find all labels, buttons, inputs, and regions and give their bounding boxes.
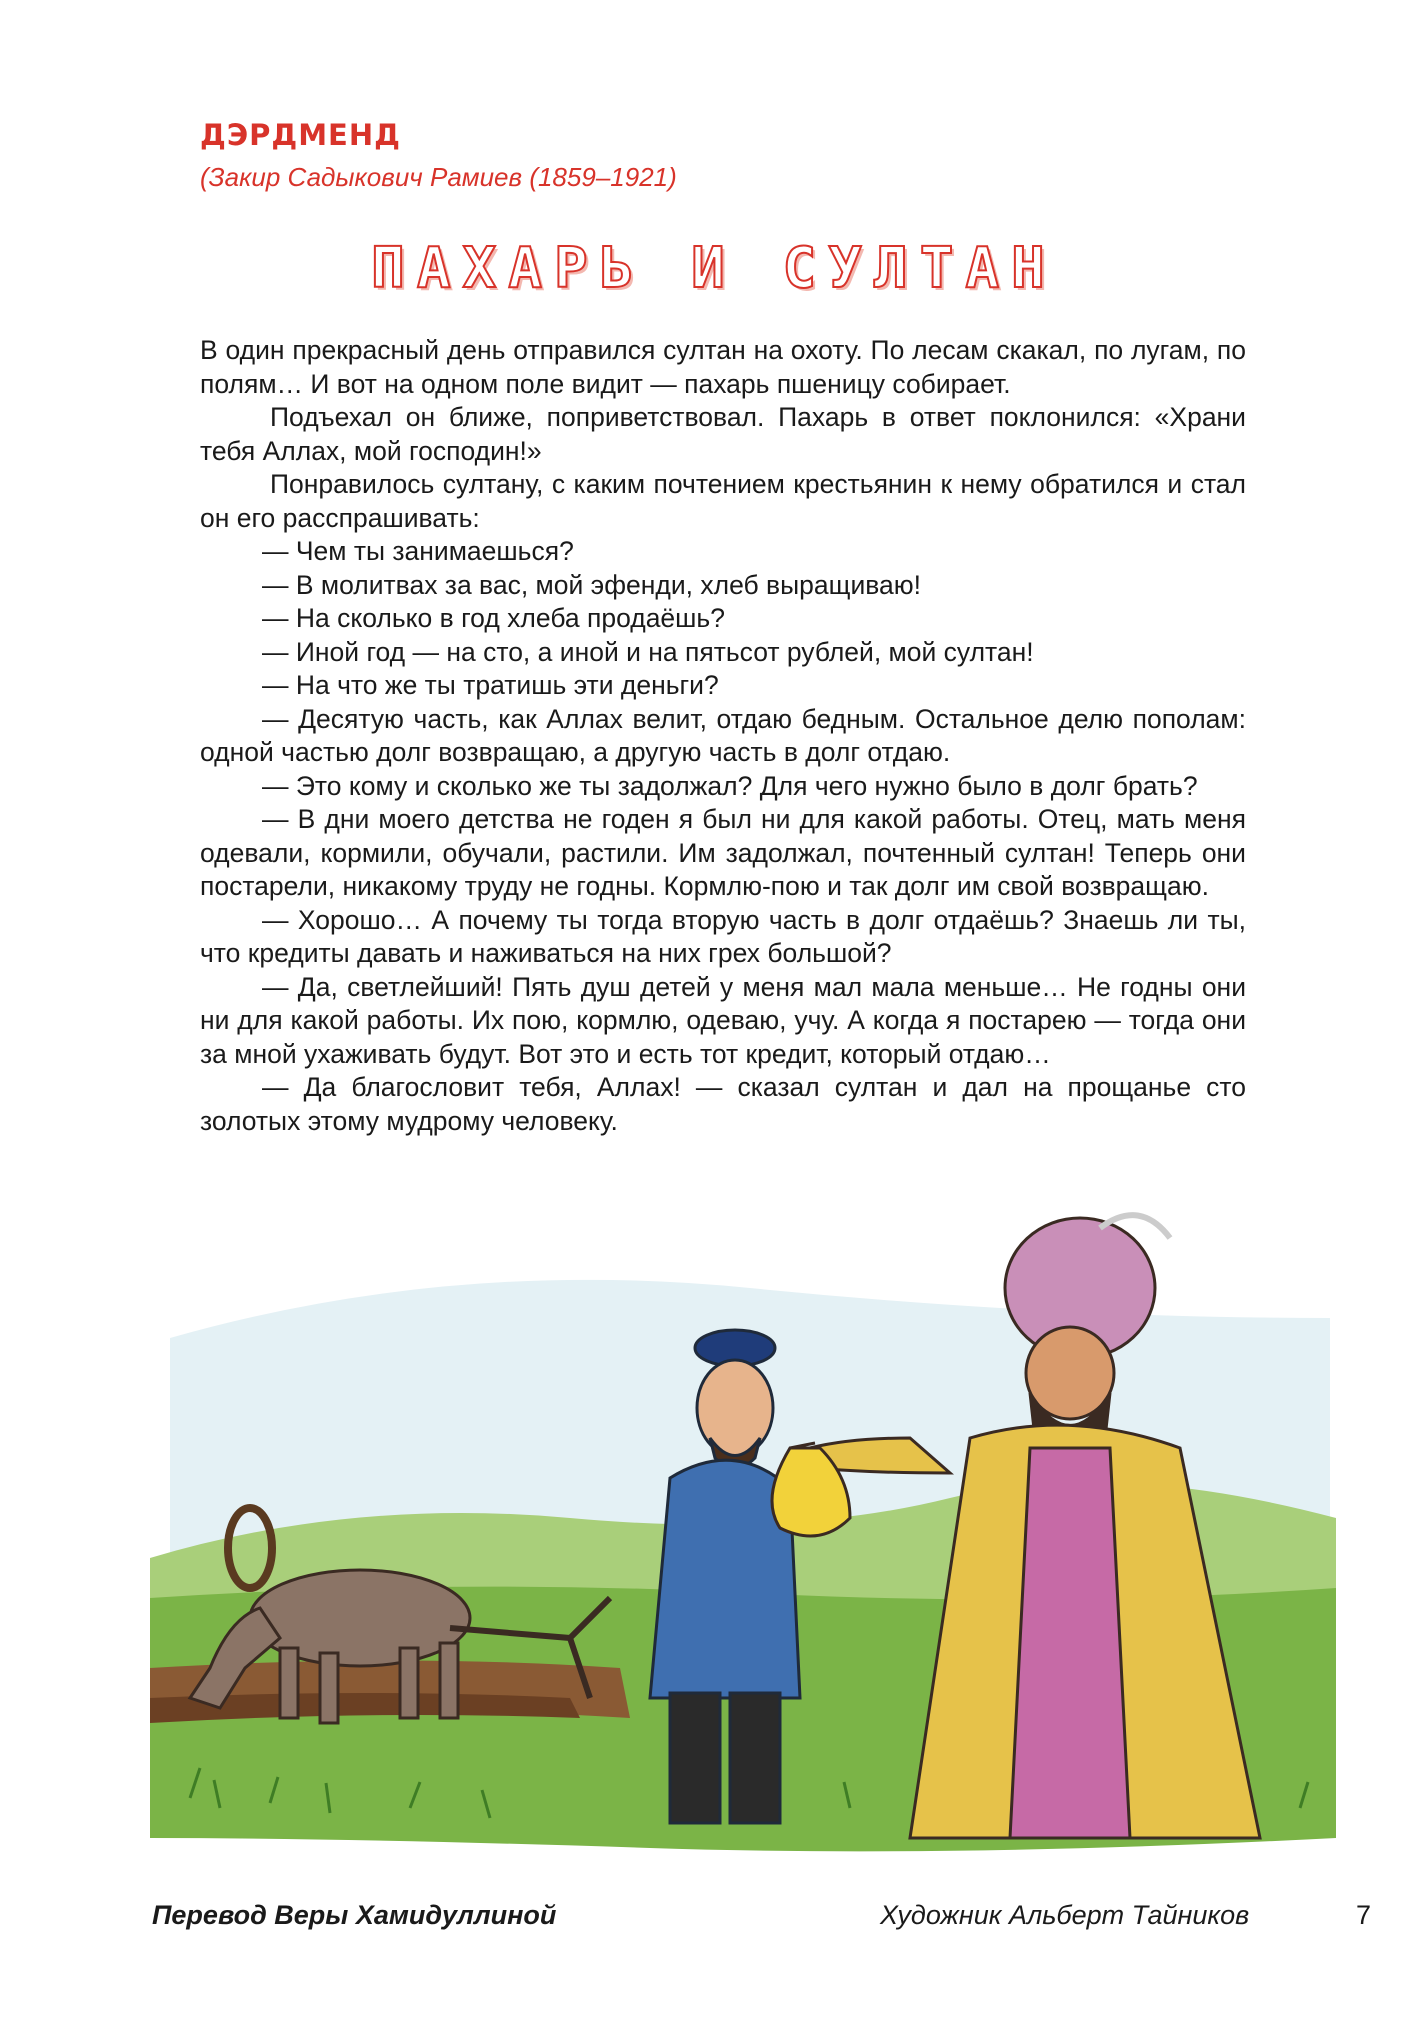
dialogue-line: — Да, светлейший! Пять душ детей у меня мал мала меньше… Не годны они ни для какой работы. Их пою, кормлю, одеваю, учу. А когда я постарею — тогда они за мной ухаживать будут. Вот это и есть тот кредит, который отдаю… bbox=[200, 971, 1246, 1069]
dialogue-line: — На сколько в год хлеба продаёшь? bbox=[262, 603, 725, 633]
story-title: ПАХАРЬ И СУЛТАН bbox=[371, 236, 1057, 301]
dialogue-line: — Да благословит тебя, Аллах! — сказал султан и дал на прощанье сто золотых этому мудрому человеку. bbox=[200, 1072, 1246, 1136]
author-real-name: (Закир Садыкович Рамиев (1859–1921) bbox=[200, 162, 677, 192]
dialogue-line: — На что же ты тратишь эти деньги? bbox=[262, 670, 719, 700]
translator-credit: Перевод Веры Хамидуллиной bbox=[152, 1900, 557, 1930]
dialogue-line: — В дни моего детства не годен я был ни для какой работы. Отец, мать меня одевали, кормили, обучали, растили. Им задолжал, почтенный султан! Теперь они постарели, никакому труду не годны. Кормлю-пою и так долг им свой возвращаю. bbox=[200, 804, 1246, 901]
page-number: 7 bbox=[1356, 1900, 1372, 1930]
dialogue-line: — Хорошо… А почему ты тогда вторую часть в долг отдаёшь? Знаешь ли ты, что кредиты давать и наживаться на них грех большой? bbox=[200, 904, 1246, 968]
illustration-plowman-and-sultan bbox=[150, 1198, 1336, 1882]
dialogue-line: — Это кому и сколько же ты задолжал? Для чего нужно было в долг брать? bbox=[262, 770, 1198, 801]
dialogue-line: — Чем ты занимаешься? bbox=[262, 536, 574, 566]
dialogue-line: — Десятую часть, как Аллах велит, отдаю бедным. Остальное делю пополам: одной частью долг возвращаю, а другую часть в долг отдаю. bbox=[200, 703, 1246, 767]
illustrator-credit: Художник Альберт Тайников bbox=[880, 1900, 1250, 1930]
story-paragraph: Понравилось султану, с каким почтением крестьянин к нему обратился и стал он его расспрашивать: bbox=[200, 469, 1246, 533]
story-body bbox=[200, 334, 1246, 1138]
dialogue-line: — Иной год — на сто, а иной и на пятьсот рублей, мой султан! bbox=[262, 636, 1034, 667]
dialogue-line: — В молитвах за вас, мой эфенди, хлеб выращиваю! bbox=[262, 569, 922, 600]
author-name: ДЭРДМЕНД bbox=[200, 118, 401, 152]
story-paragraph: Подъехал он ближе, поприветствовал. Пахарь в ответ поклонился: «Храни тебя Аллах, мой господин!» bbox=[200, 402, 1246, 466]
story-paragraph: В один прекрасный день отправился султан на охоту. По лесам скакал, по лугам, по полям… И вот на одном поле видит — пахарь пшеницу собирает. bbox=[200, 335, 1246, 399]
